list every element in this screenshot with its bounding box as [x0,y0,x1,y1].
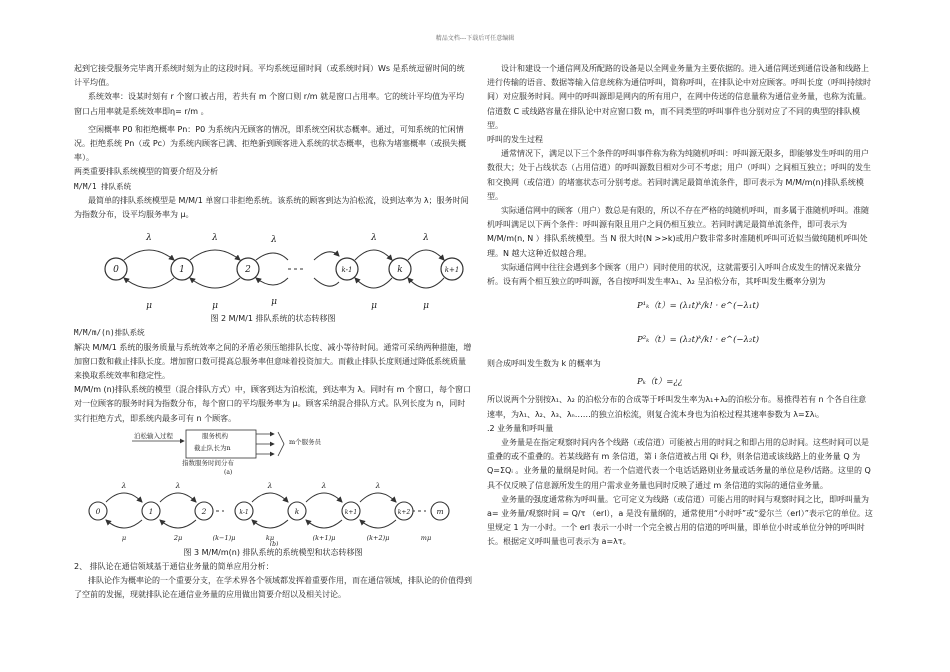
left-paragraph: 排队论作为概率论的一个重要分支，在学术界各个领域都发挥着重要作用，而在通信领域，排队论的价值得到了空前的发掘，现就排队论在通信业务量的应用做出简要介绍以及相关讨论。 [74,576,472,600]
state-label: 2 [201,506,207,516]
state-label: k-1 [341,266,353,275]
mm1-state-diagram [74,222,472,312]
rate-label: λ [267,480,273,490]
left-paragraph: 系统效率：设某时刻有 r 个窗口被占用，若共有 m 个窗口则 r/m 就是窗口占用率。它的统计平均值为平均窗口占用率就是系统效率即η= r/m 。 [74,92,465,116]
left-paragraph: 起到它接受服务完毕离开系统时刻为止的这段时间。平均系统逗留时间（或系统时间）Ws 是系统逗留时间的统计平均值。 [74,64,465,88]
right-column [487,62,873,550]
left-paragraph: 解决 M/M/1 系统的服务质量与系统效率之间的矛盾必须压缩排队长度、减小等待时间。通常可采纳两种措施，增加窗口数和截止排队长度。增加窗口数可提高总服务率但意味着投资加大。而截止排队长度则通过降低系统质量来换取系统效率和稳定性。 [74,342,472,381]
input-label: 泊松输入过程 [134,431,173,440]
right-paragraph: 实际通信网中往往会遇到多个顾客（用户）同时使用的状况，这就需要引入呼叫合成发生的情况来做分析。设有两个相互独立的呼叫源，各自按呼叫发生率λ₁、λ₂ 呈泊松分布，其呼叫发生概率分别为 [487,262,861,287]
state-label: k-1 [239,508,249,516]
state-label: 1 [148,506,154,516]
rate-label: μ [423,301,429,312]
figure-3-caption: 图 3 M/M/m(n) 排队系统的系统模型和状态转移图 [183,547,363,557]
rate-label: λ [371,233,377,244]
right-paragraph: 业务量是在指定观察时间内各个线路（或信道）可能被占用的时间之和即占用的总时间。这些时间可以是重叠的或不重叠的。若某线路有 m 条信道，第 i 条信道被占用 Qi 秒，则条信道或该线路上的业务量 Q 为 Q=ΣQᵢ 。业务量的量纲是时间。若一个信道代表一个电话话路则业务量或话务量的单位是秒/话路。这里的 Q 具不仅反映了信息源所发生的用户需求业务量也同时反映了通过 m 条信道的实际的通信业务量。 [487,438,871,490]
formula-text: Pₖ（t）=¿¿ [637,377,683,388]
rate-label: (k+1)μ [312,533,336,542]
sub-label: (a) [224,468,233,476]
rate-label: (k−1)μ [212,533,236,542]
rate-label: λ [212,233,218,244]
state-label: k+1 [344,508,358,516]
state-label: k+1 [444,266,460,275]
figure-3 [74,426,472,546]
state-label: k+2 [397,508,411,516]
subsection-title: M/M/m/(n)排队系统 [74,328,145,338]
rate-label: μ [371,301,377,312]
rate-label: μ [146,301,152,312]
rate-label: λ [121,480,127,490]
figure-2 [74,222,472,312]
state-label: 1 [179,265,185,276]
rate-label: (k+2)μ [366,533,390,542]
state-label: m [436,506,444,516]
formula-2 [487,323,873,357]
rate-label: λ [375,480,381,490]
right-paragraph: 实际通信网中的顾客（用户）数总是有限的，所以不存在严格的纯随机呼叫，而多属于准随机呼叫。准随机呼叫满足以下两个条件：呼叫源有限且用户之间仍相互独立。若同时满足最简单流条件，即可表示为 M/M/m(n, N ）排队系统模型。当 N 很大时(N >>k)或用户数非常多时准随机呼叫可近似当做纯随机呼叫处理。N 越大这种近似越合理。 [487,206,869,258]
formula-text: P¹ₖ（t）= (λ₁t)ᵏ/k! · e^(−λ₁t) [637,301,760,312]
left-paragraph: 空闲概率 P0 和拒绝概率 Pn：P0 为系统内无顾客的情况，即系统空闲状态概率。通过，可知系统的忙闲情况。拒绝系统 Pn（或 Pc）为系统内顾客已满、拒绝新到顾客进入系统的状态概率，也称为堵塞概率（或损失概率）。 [74,124,467,163]
subsection-title: M/M/1 排队系统 [74,181,132,191]
bottom-label: 指数服务时间分布 [182,458,234,467]
rate-label: λ [321,480,327,490]
right-paragraph: 业务量的强度通常称为呼叫量。它可定义为线路（或信道）可能占用的时间与观察时间之比，即呼叫量为 a= 业务量/观察时间 = Q/τ （erl），a 是没有量纲的，通常使用“小时呼”或“爱尔兰（erl）”表示它的单位。这里规定 1 为一小时。一个 erl 表示一小时一个完全被占用的信道的呼叫量，即单位小时或单位分钟的呼叫时长。根据定义呼叫量也可表示为 a=λτ。 [487,494,873,547]
section-title: .2 业务量和呼叫量 [487,423,554,433]
state-label: 0 [113,265,119,276]
right-paragraph: 通常情况下，满足以下三个条件的呼叫事件称为称为纯随机呼叫：呼叫源无限多，即能够发生呼叫的用户数很大；处于占线状态（占用信道）的呼叫源数目相对少可不考虑；用户（呼叫）之间相互独立；呼叫的发生和交换网（或信道）的堵塞状态可分别考虑。若同时满足最简单流条件，即可表示为 M/M/m(n)排队系统模型。 [487,149,871,201]
service-label: 服务机构 [202,431,228,440]
right-paragraph: 设计和建设一个通信网及所配路的设备是以全网业务量为主要依据的。进入通信网送到通信设备和线路上进行传输的语音、数据等输入信息统称为通信呼叫，简称呼叫，在排队论中对应顾客。呼叫长度（呼叫持续时间）对应服务时间。网中的呼叫源即是网内的所有用户，在网中传送的信息量称为通信业务量，也称为流量。信道数 C 或线路容量在排队论中对应窗口数 m，而不同类型的呼叫事件也分别对应了不同的典型的排队模型。 [487,64,871,130]
page-header: 精品文档---下载后可任意编辑 [435,35,515,42]
state-label: 0 [95,506,101,516]
right-paragraph: 则合成呼叫发生数为 k 的概率为 [487,359,601,369]
rate-label: λ [146,233,152,244]
mmmn-system-model [74,426,472,546]
rate-label: λ [423,233,429,244]
figure-2-caption: 图 2 M/M/1 排队系统的状态转移图 [210,314,336,324]
servers-label: m个服务员 [289,437,322,446]
right-paragraph: 所以说两个分别按λ₁、λ₂ 的泊松分布的合成等于呼叫发生率为λ₁+λ₂的泊松分布。易推得若有 n 个各自往意速率，为λ₁、λ₂、λ₃、λₙ……的独立泊松流，则复合流本身也为泊松过程其速率参数为 λ=Σλᵢ。 [487,395,867,419]
formula-1 [487,289,873,323]
section-title: 两类重要排队系统模型的简要介绍及分析 [74,167,218,177]
left-paragraph: 最简单的排队系统模型是 M/M/1 单窗口非拒绝系统。该系统的顾客到达为泊松流，设到达率为 λ；服务时间为指数分布，设平均服务率为 μ。 [74,195,469,220]
section-title: 2、 排队论在通信领域基于通信业务量的简单应用分析： [74,562,274,572]
section-title: 呼叫的发生过程 [487,135,543,145]
rate-label: λ [271,235,277,246]
rate-label: kμ [265,533,275,542]
rate-label: μ [212,301,218,312]
state-label: k [397,265,403,276]
cutoff-label: 截止队长为n [194,443,231,452]
sub-label: (b) [269,540,279,546]
rate-label: 2μ [173,533,183,542]
formula-text: P²ₖ（t）= (λ₂t)ᵏ/k! · e^(−λ₂t) [637,335,760,346]
rate-label: mμ [420,533,432,542]
left-paragraph: M/M/m (n)排队系统的模型（混合排队方式）中，顾客到达为泊松流，到达率为 λ。同时有 m 个窗口，每个窗口对一位顾客的服务时间为指数分布，每个窗口的平均服务率为 μ。顾客采纳混合排队方式。队列长度为 n，同时实行拒绝方式，即系统内最多可有 n 个顾客。 [74,385,471,423]
state-label: 2 [245,265,251,276]
rate-label: μ [121,533,127,542]
formula-3 [487,371,873,393]
state-label: k [294,506,300,516]
left-column [74,62,472,603]
rate-label: λ [175,480,181,490]
rate-label: μ [271,297,277,308]
